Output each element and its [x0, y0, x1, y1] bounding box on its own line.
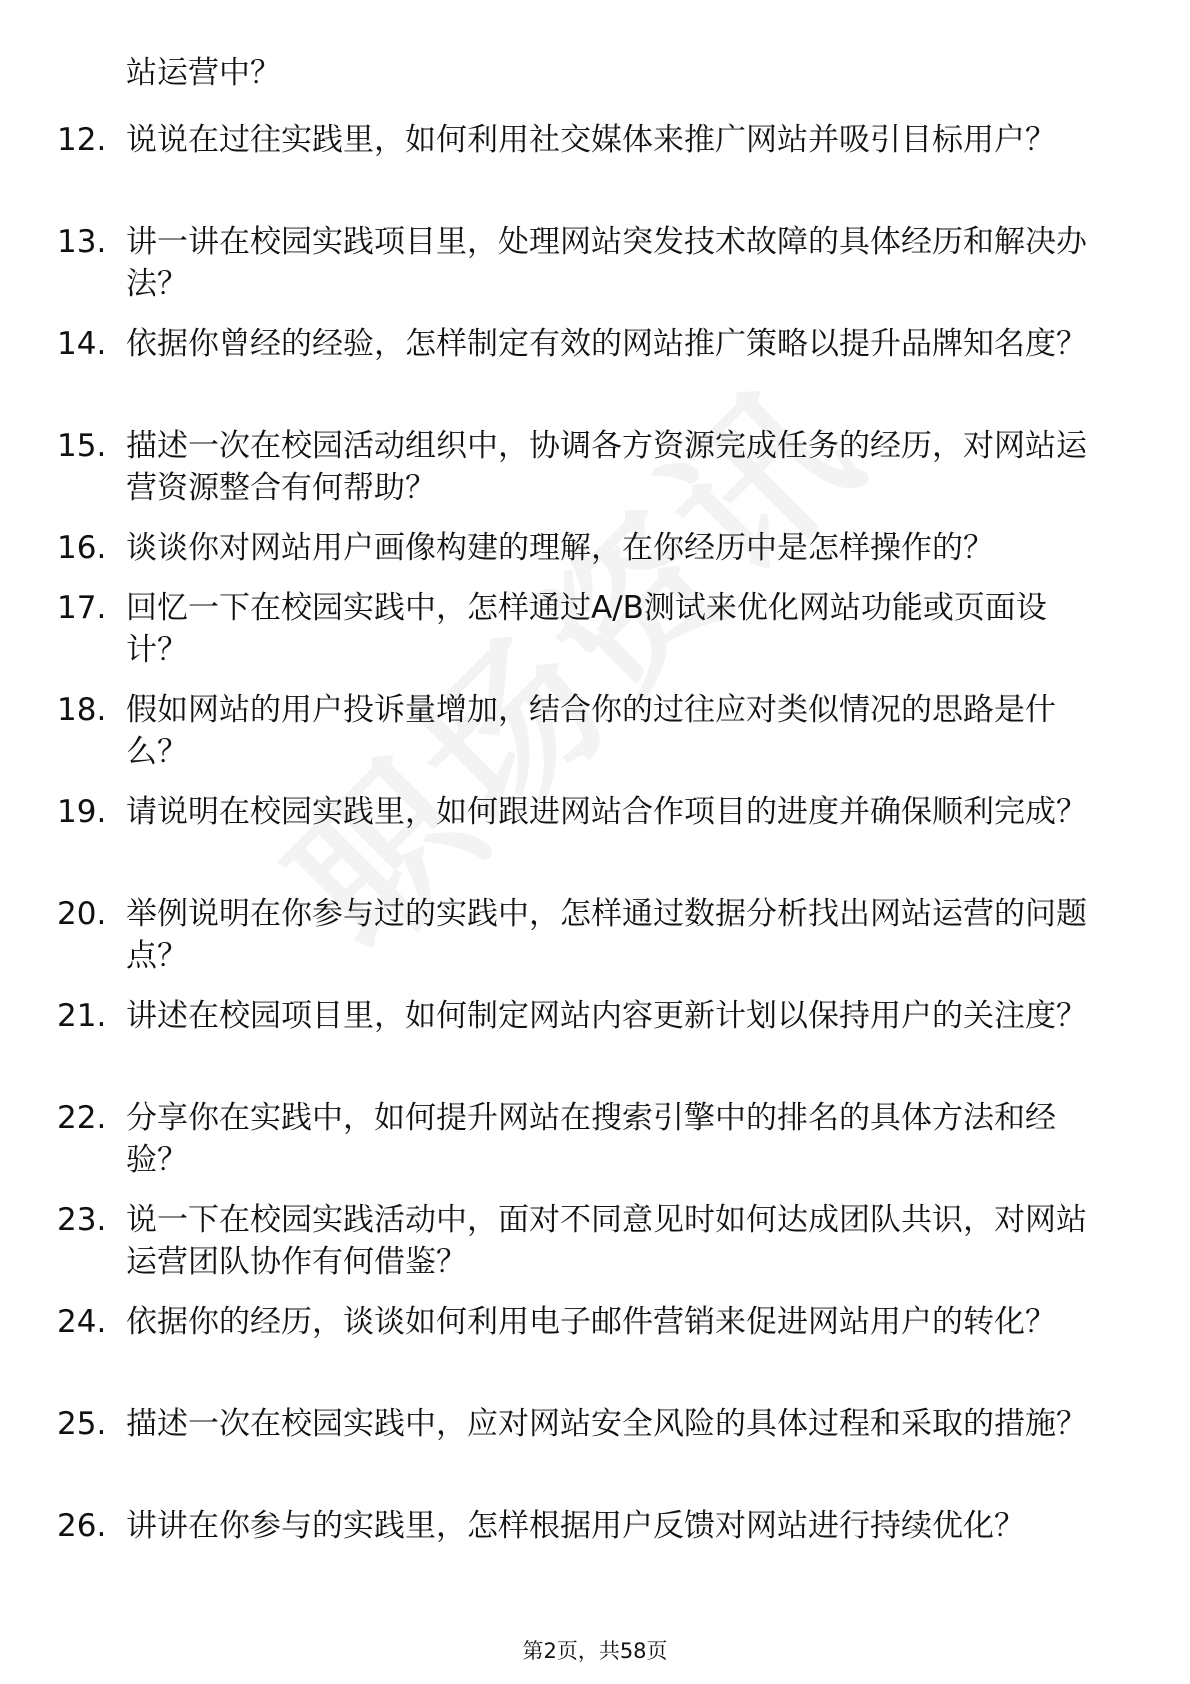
question-number: 16.	[57, 530, 107, 566]
question-item-19	[0, 791, 1190, 893]
question-text: 讲述在校园项目里，如何制定网站内容更新计划以保持用户的关注度？	[126, 998, 1087, 1034]
question-number: 13.	[57, 224, 107, 260]
question-number: 18.	[57, 692, 107, 728]
question-item-23	[0, 1199, 1190, 1301]
question-item-17	[0, 587, 1190, 689]
question-text: 说一下在校园实践活动中，面对不同意见时如何达成团队共识，对网站运营团队协作有何借鉴？	[126, 1202, 1087, 1280]
continued-question-text: 站运营中？	[126, 55, 281, 91]
question-text: 谈谈你对网站用户画像构建的理解，在你经历中是怎样操作的？	[126, 530, 994, 566]
question-text: 依据你曾经的经验，怎样制定有效的网站推广策略以提升品牌知名度？	[126, 326, 1087, 362]
question-item-22	[0, 1097, 1190, 1199]
question-text: 依据你的经历，谈谈如何利用电子邮件营销来促进网站用户的转化？	[126, 1304, 1056, 1340]
question-item-26	[0, 1505, 1190, 1607]
question-list	[0, 119, 1190, 1607]
question-item-16	[0, 527, 1190, 587]
question-item-14	[0, 323, 1190, 425]
question-number: 20.	[57, 896, 107, 932]
question-item-15	[0, 425, 1190, 527]
question-number: 17.	[57, 590, 107, 626]
question-number: 19.	[57, 794, 107, 830]
question-item-25	[0, 1403, 1190, 1505]
question-item-21	[0, 995, 1190, 1097]
question-item-18	[0, 689, 1190, 791]
question-item-12	[0, 119, 1190, 221]
question-text: 描述一次在校园活动组织中，协调各方资源完成任务的经历，对网站运营资源整合有何帮助？	[126, 428, 1087, 506]
question-number: 26.	[57, 1508, 107, 1544]
question-item-24	[0, 1301, 1190, 1403]
question-text: 假如网站的用户投诉量增加，结合你的过往应对类似情况的思路是什么？	[126, 692, 1056, 770]
question-text: 回忆一下在校园实践中，怎样通过A/B测试来优化网站功能或页面设计？	[126, 590, 1047, 668]
question-number: 23.	[57, 1202, 107, 1238]
question-text: 分享你在实践中，如何提升网站在搜索引擎中的排名的具体方法和经验？	[126, 1100, 1056, 1178]
question-item-13	[0, 221, 1190, 323]
question-number: 25.	[57, 1406, 107, 1442]
question-text: 说说在过往实践里，如何利用社交媒体来推广网站并吸引目标用户？	[126, 122, 1056, 158]
question-number: 14.	[57, 326, 107, 362]
question-item-20	[0, 893, 1190, 995]
question-text: 请说明在校园实践里，如何跟进网站合作项目的进度并确保顺利完成？	[126, 794, 1087, 830]
page-footer	[0, 1637, 1190, 1665]
question-number: 12.	[57, 122, 107, 158]
question-text: 描述一次在校园实践中，应对网站安全风险的具体过程和采取的措施？	[126, 1406, 1087, 1442]
question-number: 24.	[57, 1304, 107, 1340]
question-text: 讲讲在你参与的实践里，怎样根据用户反馈对网站进行持续优化？	[126, 1508, 1025, 1544]
question-number: 21.	[57, 998, 107, 1034]
question-text: 讲一讲在校园实践项目里，处理网站突发技术故障的具体经历和解决办法？	[126, 224, 1087, 302]
question-number: 22.	[57, 1100, 107, 1136]
question-number: 15.	[57, 428, 107, 464]
page-number-label: 第2页，共58页	[522, 1639, 668, 1663]
question-text: 举例说明在你参与过的实践中，怎样通过数据分析找出网站运营的问题点？	[126, 896, 1087, 974]
